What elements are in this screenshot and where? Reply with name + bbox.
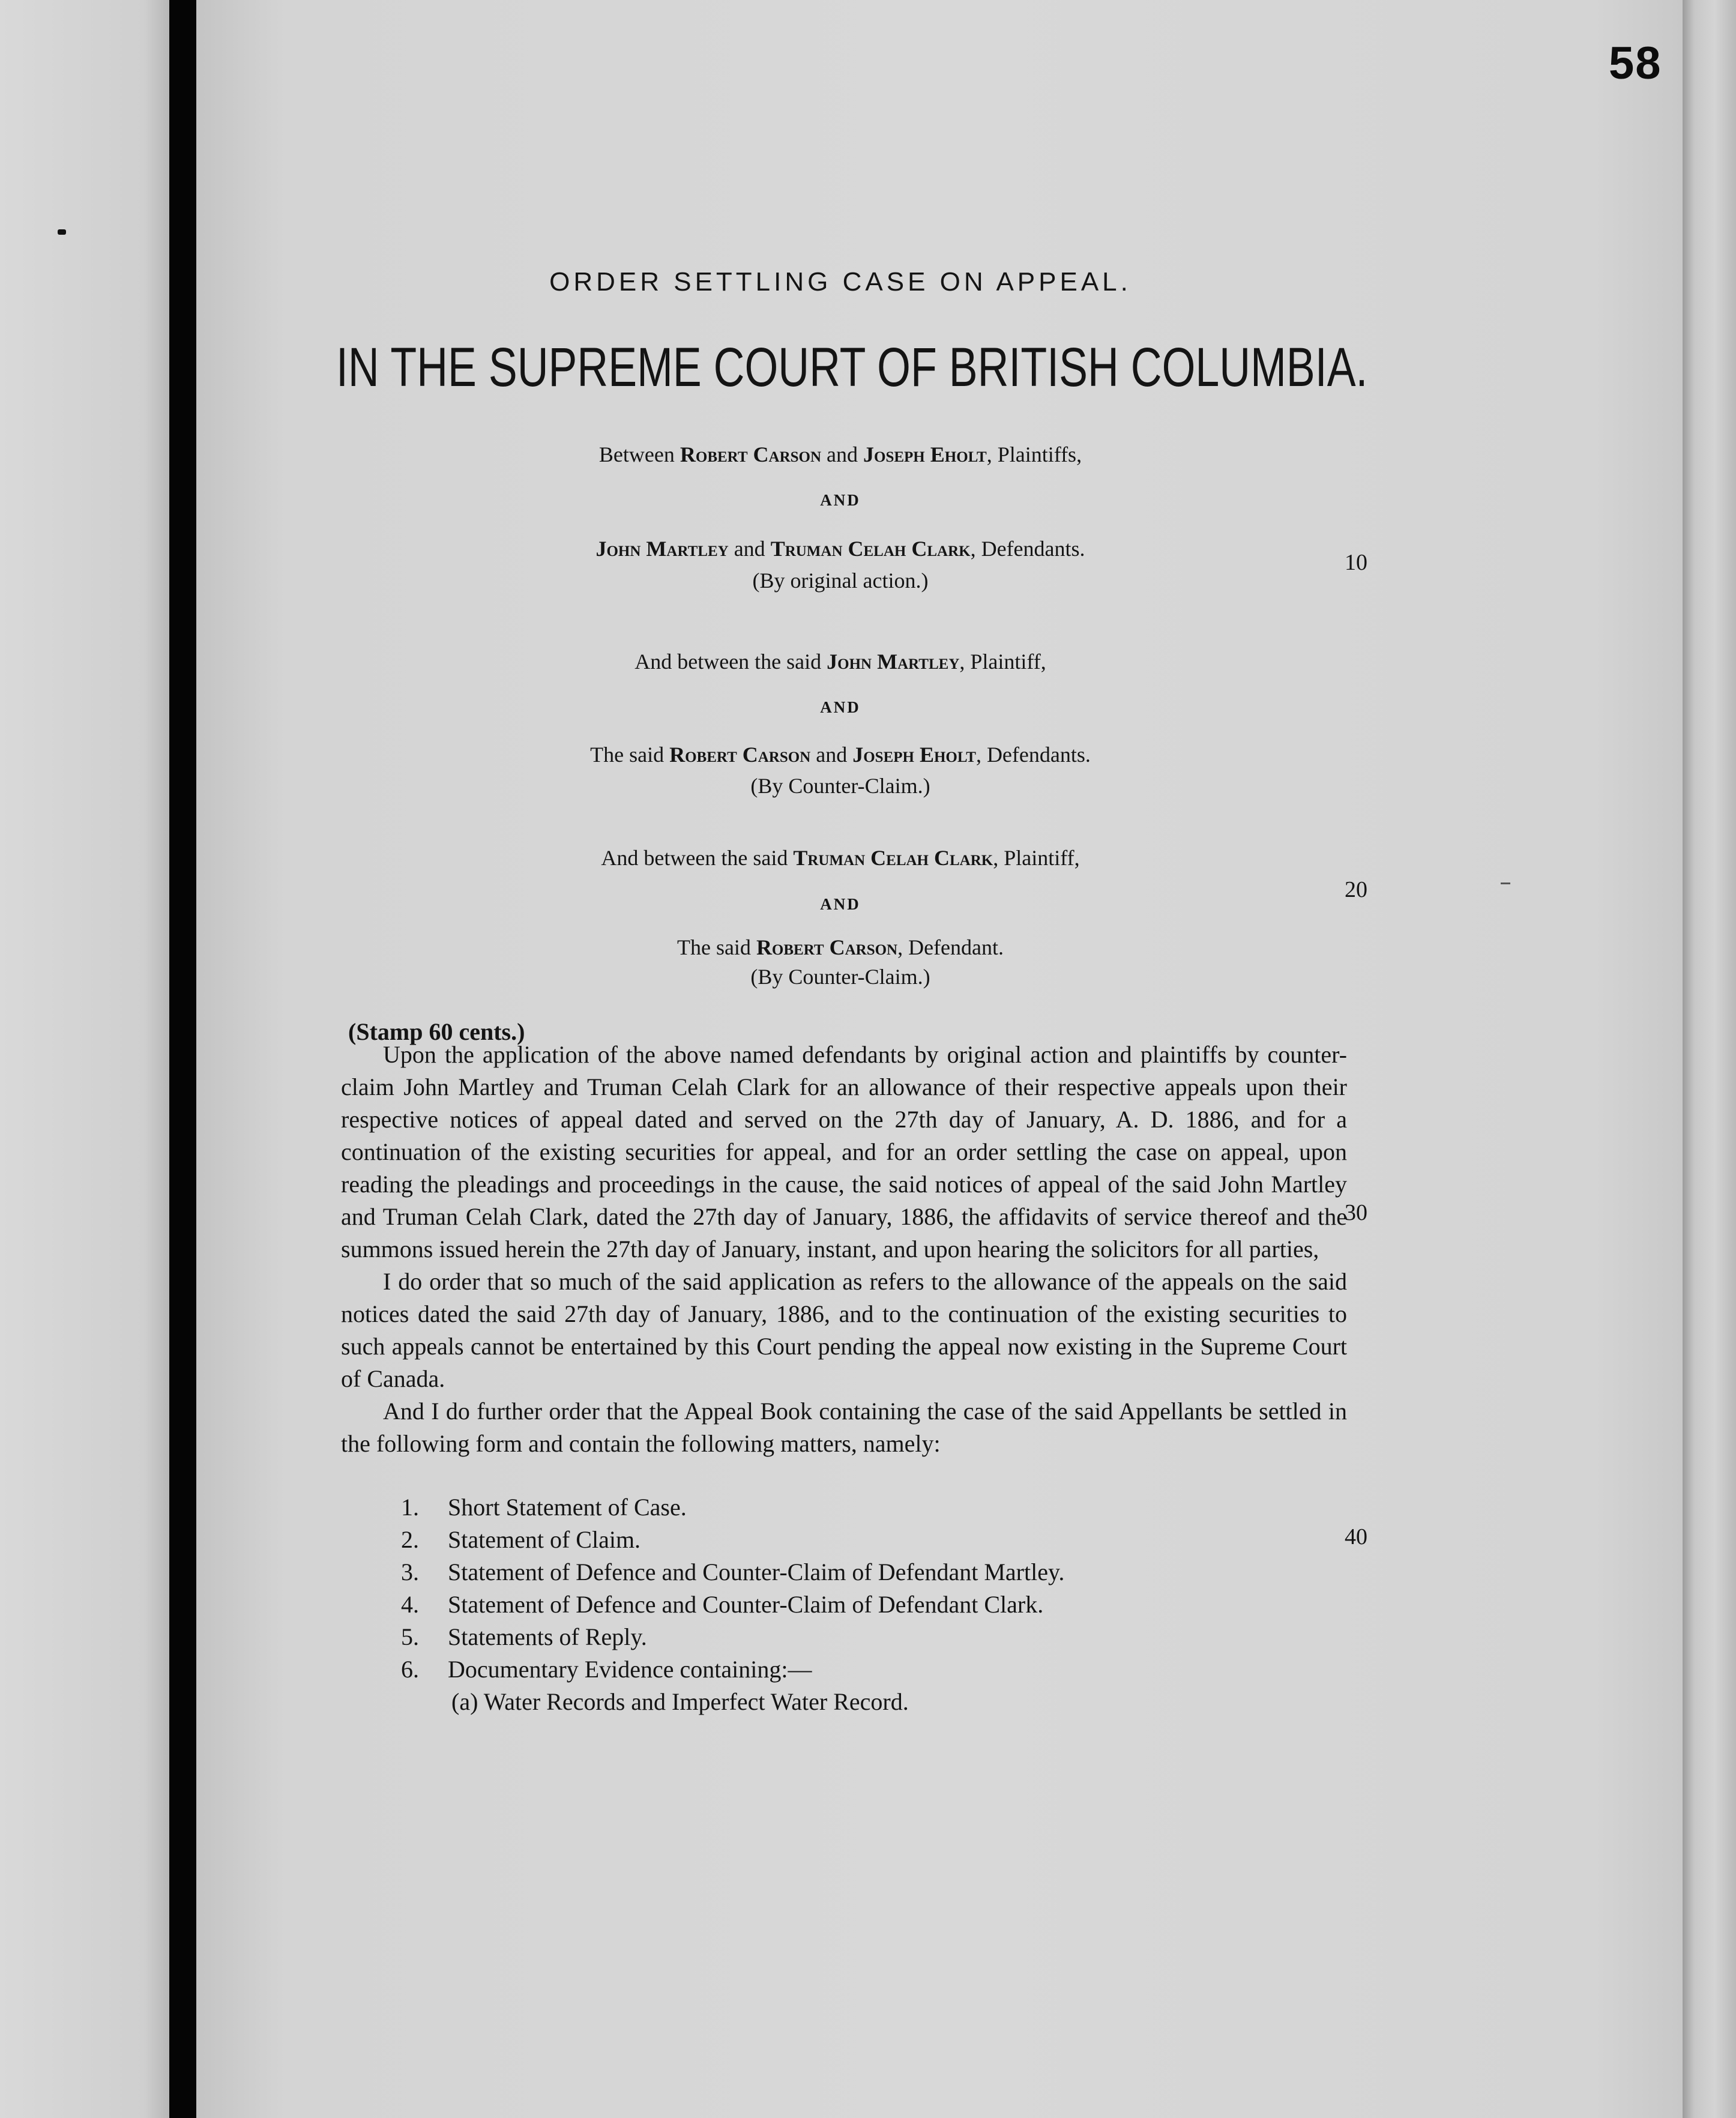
party-role: , Defendants.: [970, 537, 1085, 561]
defendant-name: Robert Carson: [756, 935, 898, 959]
stray-mark: [1501, 882, 1510, 884]
list-item: [401, 1491, 1421, 1524]
party-role: , Plaintiffs,: [986, 442, 1082, 466]
list-item: [401, 1588, 1421, 1621]
stamp-note: (Stamp 60 cents.): [348, 1018, 525, 1045]
plaintiff-name: Truman Celah Clark: [793, 846, 993, 870]
defendant-name: Robert Carson: [669, 743, 811, 767]
order-paragraph: I do order that so much of the said application as refers to the allowance of the appeals on the said notices dated the said 27th day of January, 1886, and to the continuation of the existing securities to such appeals cannot be entertained by this Court pending the appeal now existing in the Supreme Court of Canada.: [341, 1268, 1347, 1392]
and-word: and: [816, 743, 848, 767]
plaintiff-name: Robert Carson: [680, 442, 822, 466]
order-paragraph: And I do further order that the Appeal Book containing the case of the said Appellants be settled in the following form and contain the following matters, namely:: [341, 1398, 1347, 1457]
list-item-number: 5.: [401, 1623, 419, 1650]
plaintiff-name: John Martley: [827, 650, 960, 674]
list-item-number: 6.: [401, 1656, 419, 1683]
margin-line-number: 40: [1345, 1524, 1367, 1549]
plaintiff-name: Joseph Eholt: [863, 442, 987, 466]
and-word: and: [734, 537, 765, 561]
parties-line-5: [300, 845, 1381, 870]
parties-line-1: [300, 442, 1381, 467]
book-spine: [169, 0, 196, 2118]
parties-line-4: [300, 742, 1381, 767]
counter-claim-note: (By Counter-Claim.): [750, 774, 930, 798]
parties-line-2: [300, 536, 1381, 561]
list-item-text: Documentary Evidence containing:—: [448, 1656, 812, 1683]
list-item: [401, 1524, 1421, 1556]
list-item: [401, 1556, 1421, 1588]
list-item-number: 2.: [401, 1526, 419, 1553]
left-page-edge: [0, 0, 169, 2118]
court-title: IN THE SUPREME COURT OF BRITISH COLUMBIA.: [336, 337, 1368, 398]
party-role: , Plaintiff,: [993, 846, 1080, 870]
and-separator: AND: [820, 895, 861, 913]
order-paragraph: Upon the application of the above named defendants by original action and plaintiffs by counter-claim John Martley and Truman Celah Clark for an allowance of their respective appeals upon their respective notices of appeal dated and served on the 27th day of January, A. D. 1886, and for a continuation of the existing securities for appeal, and for an order settling the case on appeal, upon reading the pleadings and proceedings in the cause, the said notices of appeal of the said John Martley and Truman Celah Clark, dated the 27th day of January, 1886, the affidavits of service thereof and the summons issued herein the 27th day of January, instant, and upon hearing the solicitors for all parties,: [341, 1041, 1347, 1263]
parties-line-3: [300, 649, 1381, 674]
intro-phrase: And between the said: [601, 846, 788, 870]
page-number: 58: [1609, 38, 1662, 89]
counter-claim-note: (By Counter-Claim.): [750, 965, 930, 989]
order-body: [341, 1039, 1347, 1460]
intro-phrase: And between the said: [634, 650, 822, 674]
and-separator: AND: [820, 491, 861, 509]
list-item-number: 3.: [401, 1558, 419, 1585]
list-item: [401, 1653, 1421, 1686]
and-word: and: [827, 442, 858, 466]
sub-item-label: (a): [451, 1688, 478, 1715]
between-word: Between: [598, 442, 675, 466]
sub-item-text: Water Records and Imperfect Water Record.: [483, 1688, 909, 1715]
sub-list-item: [451, 1686, 1421, 1718]
list-item-number: 1.: [401, 1494, 419, 1521]
margin-line-number: 30: [1345, 1200, 1367, 1225]
defendant-name: John Martley: [595, 537, 729, 561]
ink-speck: [58, 229, 66, 235]
defendant-name: Joseph Eholt: [852, 743, 976, 767]
and-separator: AND: [820, 698, 861, 716]
party-role: , Plaintiff,: [959, 650, 1046, 674]
list-item-number: 4.: [401, 1591, 419, 1618]
party-role: , Defendants.: [975, 743, 1091, 767]
the-said: The said: [590, 743, 665, 767]
parties-line-6: [300, 935, 1381, 960]
margin-line-number: 20: [1345, 877, 1367, 902]
party-role: , Defendant.: [897, 935, 1004, 959]
right-page-edge: [1683, 0, 1736, 2118]
list-item-text: Statement of Defence and Counter-Claim of Defendant Clark.: [448, 1591, 1044, 1618]
margin-line-number: 10: [1345, 550, 1367, 575]
defendant-name: Truman Celah Clark: [770, 537, 971, 561]
list-item-text: Statements of Reply.: [448, 1623, 647, 1650]
list-item-text: Statement of Defence and Counter-Claim of Defendant Martley.: [448, 1558, 1065, 1585]
appeal-book-contents-list: [401, 1491, 1421, 1718]
action-note: (By original action.): [752, 569, 929, 593]
document-heading: ORDER SETTLING CASE ON APPEAL.: [549, 267, 1132, 297]
the-said: The said: [677, 935, 751, 959]
list-item-text: Short Statement of Case.: [448, 1494, 687, 1521]
list-item: [401, 1621, 1421, 1653]
list-item-text: Statement of Claim.: [448, 1526, 641, 1553]
